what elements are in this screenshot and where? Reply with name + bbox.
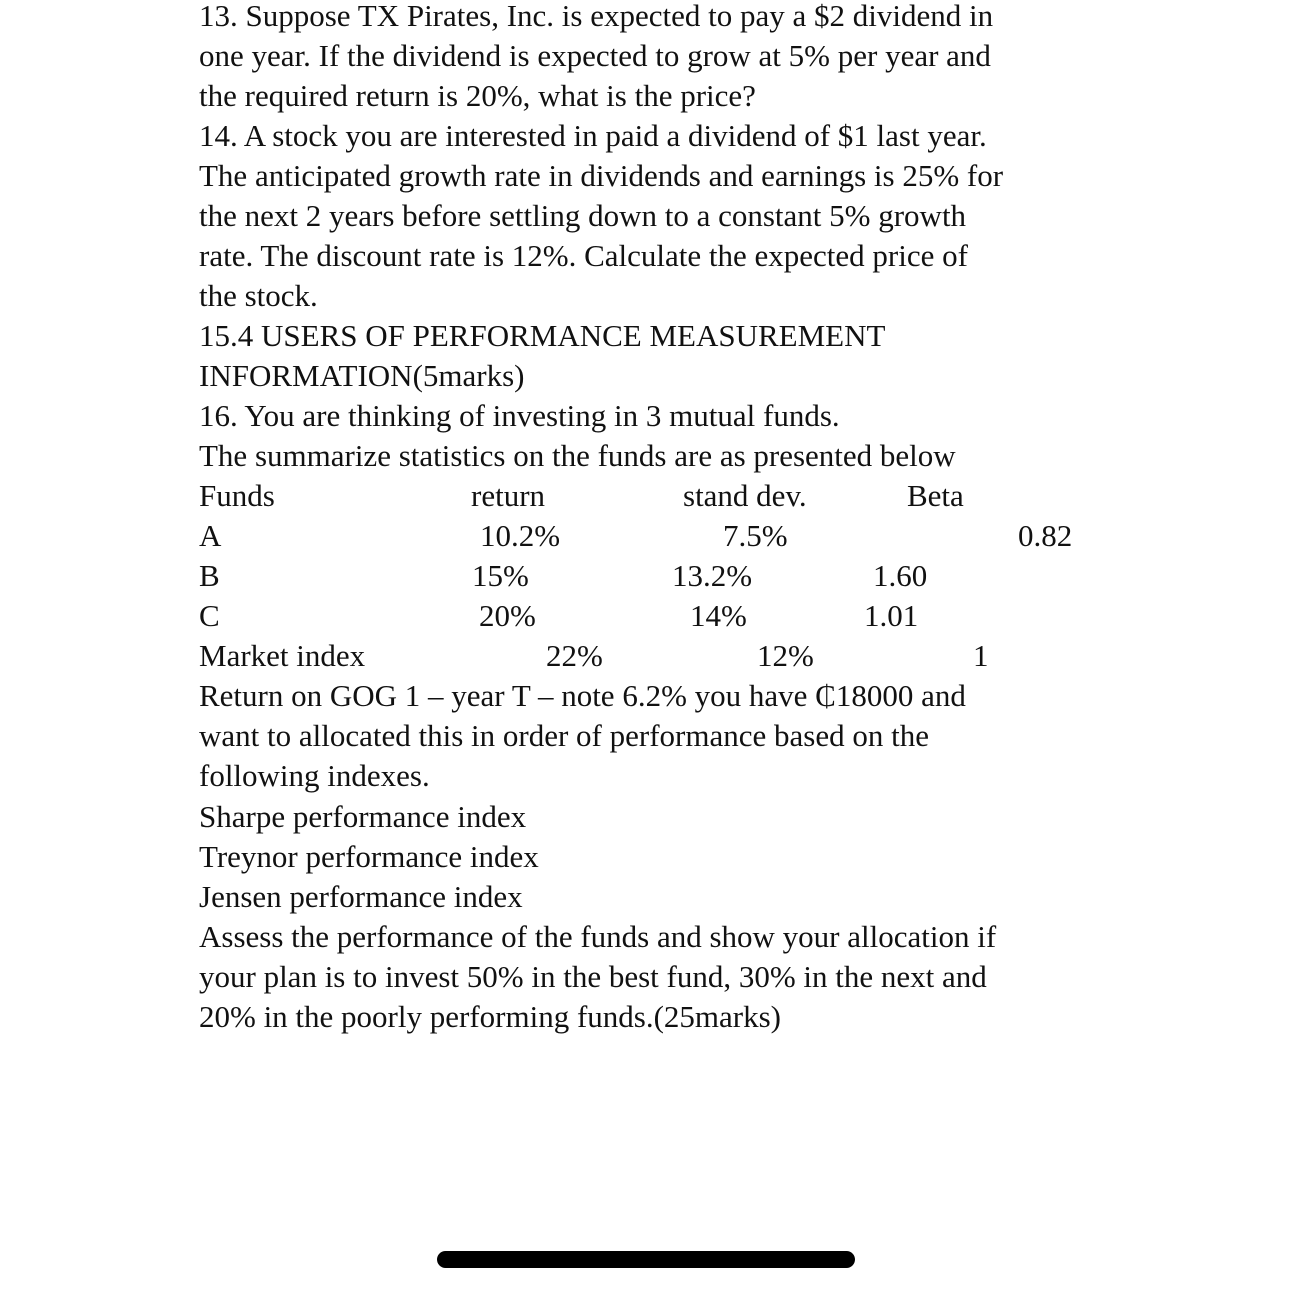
row-market-stand-dev: 12%	[757, 638, 814, 673]
row-a-return: 10.2%	[480, 518, 561, 553]
table-header-return: return	[471, 478, 546, 513]
row-c-return: 20%	[479, 598, 536, 633]
q14-line-5: the stock.	[199, 278, 318, 313]
row-c-beta: 1.01	[864, 598, 919, 633]
q13-line-2: one year. If the dividend is expected to grow at 5% per year and	[199, 38, 991, 73]
row-b-fund: B	[199, 558, 220, 593]
q16-body-line-1: Return on GOG 1 – year T – note 6.2% you have ₵18000 and	[199, 678, 966, 713]
section-heading-line-1: 15.4 USERS OF PERFORMANCE MEASUREMENT	[199, 318, 886, 353]
row-a-beta: 0.82	[1018, 518, 1073, 553]
table-header-funds: Funds	[199, 478, 275, 513]
table-header-beta: Beta	[907, 478, 964, 513]
q16-intro-line-1: 16. You are thinking of investing in 3 mutual funds.	[199, 398, 840, 433]
row-market-fund: Market index	[199, 638, 366, 673]
q13-line-3: the required return is 20%, what is the price?	[199, 78, 756, 113]
q14-line-1: 14. A stock you are interested in paid a dividend of $1 last year.	[199, 118, 987, 153]
q13-line-1: 13. Suppose TX Pirates, Inc. is expected to pay a $2 dividend in	[199, 0, 994, 33]
q16-body-line-2: want to allocated this in order of performance based on the	[199, 718, 929, 753]
row-b-beta: 1.60	[873, 558, 928, 593]
row-a-stand-dev: 7.5%	[723, 518, 788, 553]
q14-line-2: The anticipated growth rate in dividends and earnings is 25% for	[199, 158, 1004, 193]
index-sharpe: Sharpe performance index	[199, 799, 527, 834]
row-c-fund: C	[199, 598, 220, 633]
table-header-stand-dev: stand dev.	[683, 478, 807, 513]
q16-task-line-1: Assess the performance of the funds and show your allocation if	[199, 919, 997, 954]
row-market-beta: 1	[973, 638, 989, 673]
q16-task-line-3: 20% in the poorly performing funds.(25marks)	[199, 999, 781, 1034]
row-market-return: 22%	[546, 638, 603, 673]
section-heading-line-2: INFORMATION(5marks)	[199, 358, 525, 393]
q16-body-line-3: following indexes.	[199, 758, 430, 793]
home-indicator-bar[interactable]	[437, 1251, 855, 1268]
index-treynor: Treynor performance index	[199, 839, 539, 874]
row-a-fund: A	[199, 518, 222, 553]
index-jensen: Jensen performance index	[199, 879, 523, 914]
q16-intro-line-2: The summarize statistics on the funds are as presented below	[199, 438, 956, 473]
row-c-stand-dev: 14%	[690, 598, 747, 633]
q16-task-line-2: your plan is to invest 50% in the best fund, 30% in the next and	[199, 959, 987, 994]
q14-line-4: rate. The discount rate is 12%. Calculate the expected price of	[199, 238, 968, 273]
row-b-return: 15%	[472, 558, 529, 593]
q14-line-3: the next 2 years before settling down to a constant 5% growth	[199, 198, 967, 233]
row-b-stand-dev: 13.2%	[672, 558, 753, 593]
